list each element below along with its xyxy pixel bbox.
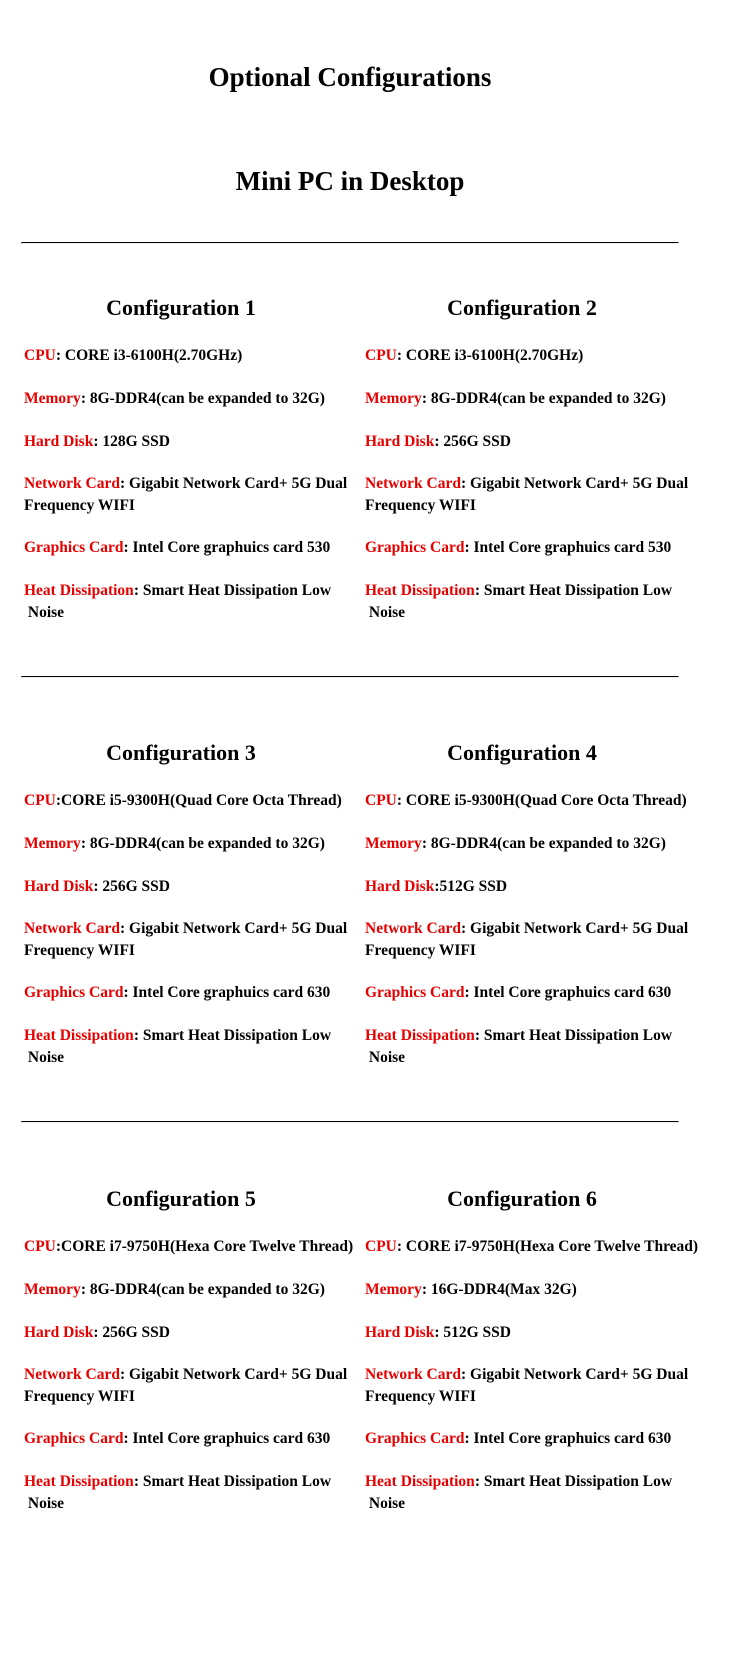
spec-label: Hard Disk <box>365 433 435 450</box>
spec-value: : Smart Heat Dissipation Low <box>133 1027 332 1044</box>
config-card-1 <box>24 295 364 621</box>
spec-value: : Smart Heat Dissipation Low <box>474 1027 673 1044</box>
spec-value-cont: Noise <box>24 1495 65 1512</box>
config-title: Configuration 1 <box>106 295 256 320</box>
spec-value: :512G SSD <box>434 878 508 895</box>
cpu-spec <box>365 1236 700 1258</box>
config-card-2 <box>365 295 705 621</box>
spec-label: CPU <box>365 1238 397 1255</box>
cpu-spec <box>24 345 359 367</box>
spec-value: :CORE i5-9300H(Quad Core Octa Thread) <box>55 792 342 809</box>
cpu-spec <box>24 790 359 812</box>
spec-label: Heat Dissipation <box>365 1473 475 1490</box>
spec-label: CPU <box>365 347 397 364</box>
spec-label: Hard Disk <box>24 1324 94 1341</box>
spec-value: : Intel Core graphuics card 630 <box>123 1430 331 1447</box>
hard-disk-spec <box>24 431 359 453</box>
network-card-spec <box>24 1364 359 1408</box>
page-title: Optional Configurations <box>208 62 492 92</box>
spec-value: : 256G SSD <box>93 878 170 895</box>
spec-value: : Gigabit Network Card+ 5G Dual <box>120 475 348 492</box>
spec-label: Hard Disk <box>24 878 94 895</box>
network-card-spec <box>365 1364 700 1408</box>
spec-label: Memory <box>24 1281 81 1298</box>
spec-value: : CORE i3-6100H(2.70GHz) <box>396 347 584 364</box>
graphics-card-spec <box>24 537 359 559</box>
spec-value: : CORE i3-6100H(2.70GHz) <box>55 347 243 364</box>
spec-value: : Intel Core graphuics card 630 <box>464 1430 672 1447</box>
graphics-card-spec <box>365 982 700 1004</box>
heat-dissipation-spec <box>24 580 359 624</box>
spec-value: : 8G-DDR4(can be expanded to 32G) <box>421 390 666 407</box>
spec-label: Hard Disk <box>365 878 435 895</box>
spec-label: Hard Disk <box>365 1324 435 1341</box>
spec-value-cont: Noise <box>365 1495 406 1512</box>
spec-value: : Smart Heat Dissipation Low <box>133 582 332 599</box>
graphics-card-spec <box>24 982 359 1004</box>
config-title: Configuration 6 <box>447 1186 597 1211</box>
spec-label: Network Card <box>365 475 461 492</box>
heat-dissipation-spec <box>24 1025 359 1069</box>
page-subtitle: Mini PC in Desktop <box>235 166 465 196</box>
spec-value: : Smart Heat Dissipation Low <box>133 1473 332 1490</box>
hard-disk-spec <box>365 876 700 898</box>
spec-value: : CORE i7-9750H(Hexa Core Twelve Thread) <box>396 1238 699 1255</box>
spec-value: : 8G-DDR4(can be expanded to 32G) <box>80 1281 325 1298</box>
spec-label: Graphics Card <box>24 1430 124 1447</box>
heat-dissipation-spec <box>24 1471 359 1515</box>
memory-spec <box>365 1279 700 1301</box>
spec-value: : Smart Heat Dissipation Low <box>474 1473 673 1490</box>
network-card-spec <box>365 473 700 517</box>
network-card-spec <box>24 918 359 962</box>
spec-value: : Gigabit Network Card+ 5G Dual <box>461 475 689 492</box>
spec-value: : Smart Heat Dissipation Low <box>474 582 673 599</box>
config-title: Configuration 5 <box>106 1186 256 1211</box>
spec-label: CPU <box>24 1238 56 1255</box>
spec-value: : 512G SSD <box>434 1324 511 1341</box>
spec-label: Heat Dissipation <box>365 582 475 599</box>
memory-spec <box>365 388 700 410</box>
spec-value-cont: Frequency WIFI <box>24 942 135 959</box>
spec-value: : 8G-DDR4(can be expanded to 32G) <box>421 835 666 852</box>
spec-label: Memory <box>365 835 422 852</box>
cpu-spec <box>365 345 700 367</box>
spec-value: :CORE i7-9750H(Hexa Core Twelve Thread) <box>55 1238 354 1255</box>
spec-value: : CORE i5-9300H(Quad Core Octa Thread) <box>396 792 687 809</box>
spec-value-cont: Frequency WIFI <box>24 1388 135 1405</box>
config-card-4 <box>365 740 705 1066</box>
config-title: Configuration 4 <box>447 740 597 765</box>
spec-value: : Intel Core graphuics card 630 <box>464 984 672 1001</box>
spec-value: : 128G SSD <box>93 433 170 450</box>
spec-label: Memory <box>24 390 81 407</box>
spec-value: : Intel Core graphuics card 530 <box>464 539 672 556</box>
config-card-6 <box>365 1186 705 1512</box>
spec-label: Network Card <box>24 475 120 492</box>
spec-label: Memory <box>24 835 81 852</box>
spec-value: : Gigabit Network Card+ 5G Dual <box>461 920 689 937</box>
hard-disk-spec <box>24 876 359 898</box>
spec-label: Network Card <box>24 1366 120 1383</box>
heat-dissipation-spec <box>365 1025 700 1069</box>
spec-value: : Intel Core graphuics card 630 <box>123 984 331 1001</box>
spec-value-cont: Frequency WIFI <box>365 942 476 959</box>
spec-label: Heat Dissipation <box>365 1027 475 1044</box>
heat-dissipation-spec <box>365 1471 700 1515</box>
graphics-card-spec <box>24 1428 359 1450</box>
spec-value-cont: Frequency WIFI <box>365 1388 476 1405</box>
spec-label: Graphics Card <box>24 984 124 1001</box>
spec-label: Heat Dissipation <box>24 1027 134 1044</box>
config-title: Configuration 2 <box>447 295 597 320</box>
memory-spec <box>365 833 700 855</box>
hard-disk-spec <box>24 1322 359 1344</box>
spec-value-cont: Frequency WIFI <box>365 497 476 514</box>
spec-value: : 256G SSD <box>434 433 511 450</box>
spec-value-cont: Noise <box>365 1049 406 1066</box>
config-card-5 <box>24 1186 364 1512</box>
network-card-spec <box>24 473 359 517</box>
memory-spec <box>24 388 359 410</box>
spec-label: Network Card <box>365 920 461 937</box>
spec-label: Memory <box>365 1281 422 1298</box>
config-title: Configuration 3 <box>106 740 256 765</box>
divider <box>21 242 679 244</box>
spec-label: Graphics Card <box>365 1430 465 1447</box>
spec-value: : 8G-DDR4(can be expanded to 32G) <box>80 835 325 852</box>
spec-label: Network Card <box>365 1366 461 1383</box>
spec-label: Graphics Card <box>365 984 465 1001</box>
network-card-spec <box>365 918 700 962</box>
spec-value-cont: Noise <box>24 604 65 621</box>
spec-label: Memory <box>365 390 422 407</box>
memory-spec <box>24 833 359 855</box>
spec-value: : 256G SSD <box>93 1324 170 1341</box>
hard-disk-spec <box>365 431 700 453</box>
spec-label: CPU <box>365 792 397 809</box>
spec-value: : Gigabit Network Card+ 5G Dual <box>120 1366 348 1383</box>
spec-value-cont: Noise <box>24 1049 65 1066</box>
hard-disk-spec <box>365 1322 700 1344</box>
spec-label: CPU <box>24 347 56 364</box>
spec-label: Graphics Card <box>24 539 124 556</box>
cpu-spec <box>365 790 700 812</box>
divider <box>21 1121 679 1123</box>
spec-value: : 8G-DDR4(can be expanded to 32G) <box>80 390 325 407</box>
spec-value-cont: Frequency WIFI <box>24 497 135 514</box>
spec-label: Heat Dissipation <box>24 582 134 599</box>
config-card-3 <box>24 740 364 1066</box>
spec-label: Graphics Card <box>365 539 465 556</box>
spec-value: : 16G-DDR4(Max 32G) <box>421 1281 577 1298</box>
cpu-spec <box>24 1236 359 1258</box>
spec-label: CPU <box>24 792 56 809</box>
spec-value: : Intel Core graphuics card 530 <box>123 539 331 556</box>
spec-label: Heat Dissipation <box>24 1473 134 1490</box>
spec-value: : Gigabit Network Card+ 5G Dual <box>461 1366 689 1383</box>
spec-value: : Gigabit Network Card+ 5G Dual <box>120 920 348 937</box>
divider <box>21 676 679 678</box>
spec-value-cont: Noise <box>365 604 406 621</box>
heat-dissipation-spec <box>365 580 700 624</box>
graphics-card-spec <box>365 537 700 559</box>
graphics-card-spec <box>365 1428 700 1450</box>
memory-spec <box>24 1279 359 1301</box>
spec-label: Network Card <box>24 920 120 937</box>
spec-label: Hard Disk <box>24 433 94 450</box>
